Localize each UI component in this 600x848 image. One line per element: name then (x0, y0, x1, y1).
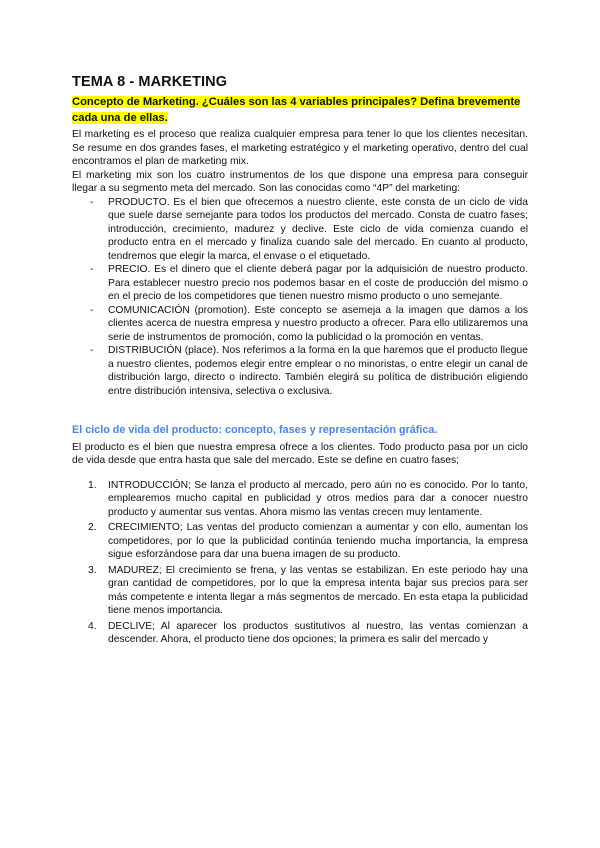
section-intro: El producto es el bien que nuestra empresa ofrece a los clientes. Todo producto pasa por un ciclo de vida desde que entra hasta que sale del mercado. Este se define en cuatro fases; (72, 441, 528, 466)
question-block (72, 94, 528, 125)
list-item (88, 479, 528, 520)
list-text: DECLIVE; Al aparecer los productos sustitutivos al nuestro, las ventas comienzan a descender. Ahora, el producto tiene dos opciones; la primera es salir del mercado y (108, 620, 528, 645)
list-text: MADUREZ; El crecimiento se frena, y las ventas se estabilizan. En este periodo hay una gran cantidad de competidores, por lo que la empresa intenta bajar sus precios para ser más competente e intenta llegar a más segmentos de mercado. En esta etapa la publicidad tiene menos importancia. (108, 564, 528, 616)
list-text: CRECIMIENTO; Las ventas del producto comienzan a aumentar y con ello, aumentan los competidores, por lo que la publicidad continúa teniendo mucha importancia, la empresa sigue esforzándose para dar una buena imagen de su producto. (108, 522, 528, 560)
list-item (88, 620, 528, 647)
list-item: - PRODUCTO. Es el bien que ofrecemos a nuestro cliente, este consta de un ciclo de vida que suele darse semejante para todos los productos del mercado. Consta de cuatro fases; introducción, crecimiento, madurez y declive. Este ciclo de vida comienza cuando el producto entra en el mercado y finaliza cuando sale del mercado. En cuanto al producto, tendremos que elegir la marca, el envase o el etiquetado. (108, 196, 528, 264)
list-text: INTRODUCCIÓN; Se lanza el producto al mercado, pero aún no es conocido. Por lo tanto, emplearemos mucho capital en publicidad y otros medios para dar a conocer nuestro producto y aumentar sus ventas. Ahora mismo las ventas crecen muy lentamente. (108, 479, 528, 518)
list-number: 2. (88, 522, 97, 533)
list-item: - COMUNICACIÓN (promotion). Este concepto se asemeja a la imagen que damos a los clientes acerca de nuestra empresa y nuestro producto a ofrecer. Para ello utilizaremos una serie de instrumentos de promoción, como la publicidad o la promoción en ventas. (108, 304, 528, 345)
list-item: - DISTRIBUCIÓN (place). Nos referimos a la forma en la que haremos que el producto llegue a nuestro clientes, podemos elegir entre emplear o no minoristas, o entre elegir un canal de distribución largo, directo o indirecto. También elegirá su política de distribución eligiendo entre distribución intensiva, selectiva o exclusiva. (108, 344, 528, 398)
list-item: - PRECIO. Es el dinero que el cliente deberá pagar por la adquisición de nuestro producto. Para establecer nuestro precio nos podemos basar en el coste de producción del mismo o en el precio de los competidores que tienen nuestro mismo producto o uno semejante. (108, 263, 528, 304)
highlighted-question: Concepto de Marketing. ¿Cuáles son las 4 variables principales? Defina brevemente cada una de ellas. (72, 96, 521, 124)
list-item (88, 521, 528, 562)
list-number: 1. (88, 479, 97, 491)
list-item (88, 564, 528, 618)
intro-paragraph-2: El marketing mix son los cuatro instrumentos de los que dispone una empresa para conseguir llegar a su segmento meta del mercado. Son las conocidas como “4P” del marketing: (72, 169, 528, 194)
document-title: TEMA 8 - MARKETING (72, 74, 228, 90)
list-number: 3. (88, 564, 97, 576)
intro-paragraph-1: El marketing es el proceso que realiza cualquier empresa para tener lo que los clientes necesitan. Se resume en dos grandes fases, el marketing estratégico y el marketing operativo, dentro del cual encontramos el plan de marketing mix. (72, 129, 528, 167)
list-number: 4. (88, 620, 97, 632)
section-heading: El ciclo de vida del producto: concepto, fases y representación gráfica. (72, 424, 438, 436)
variables-list (72, 196, 528, 399)
phases-list (72, 479, 528, 647)
